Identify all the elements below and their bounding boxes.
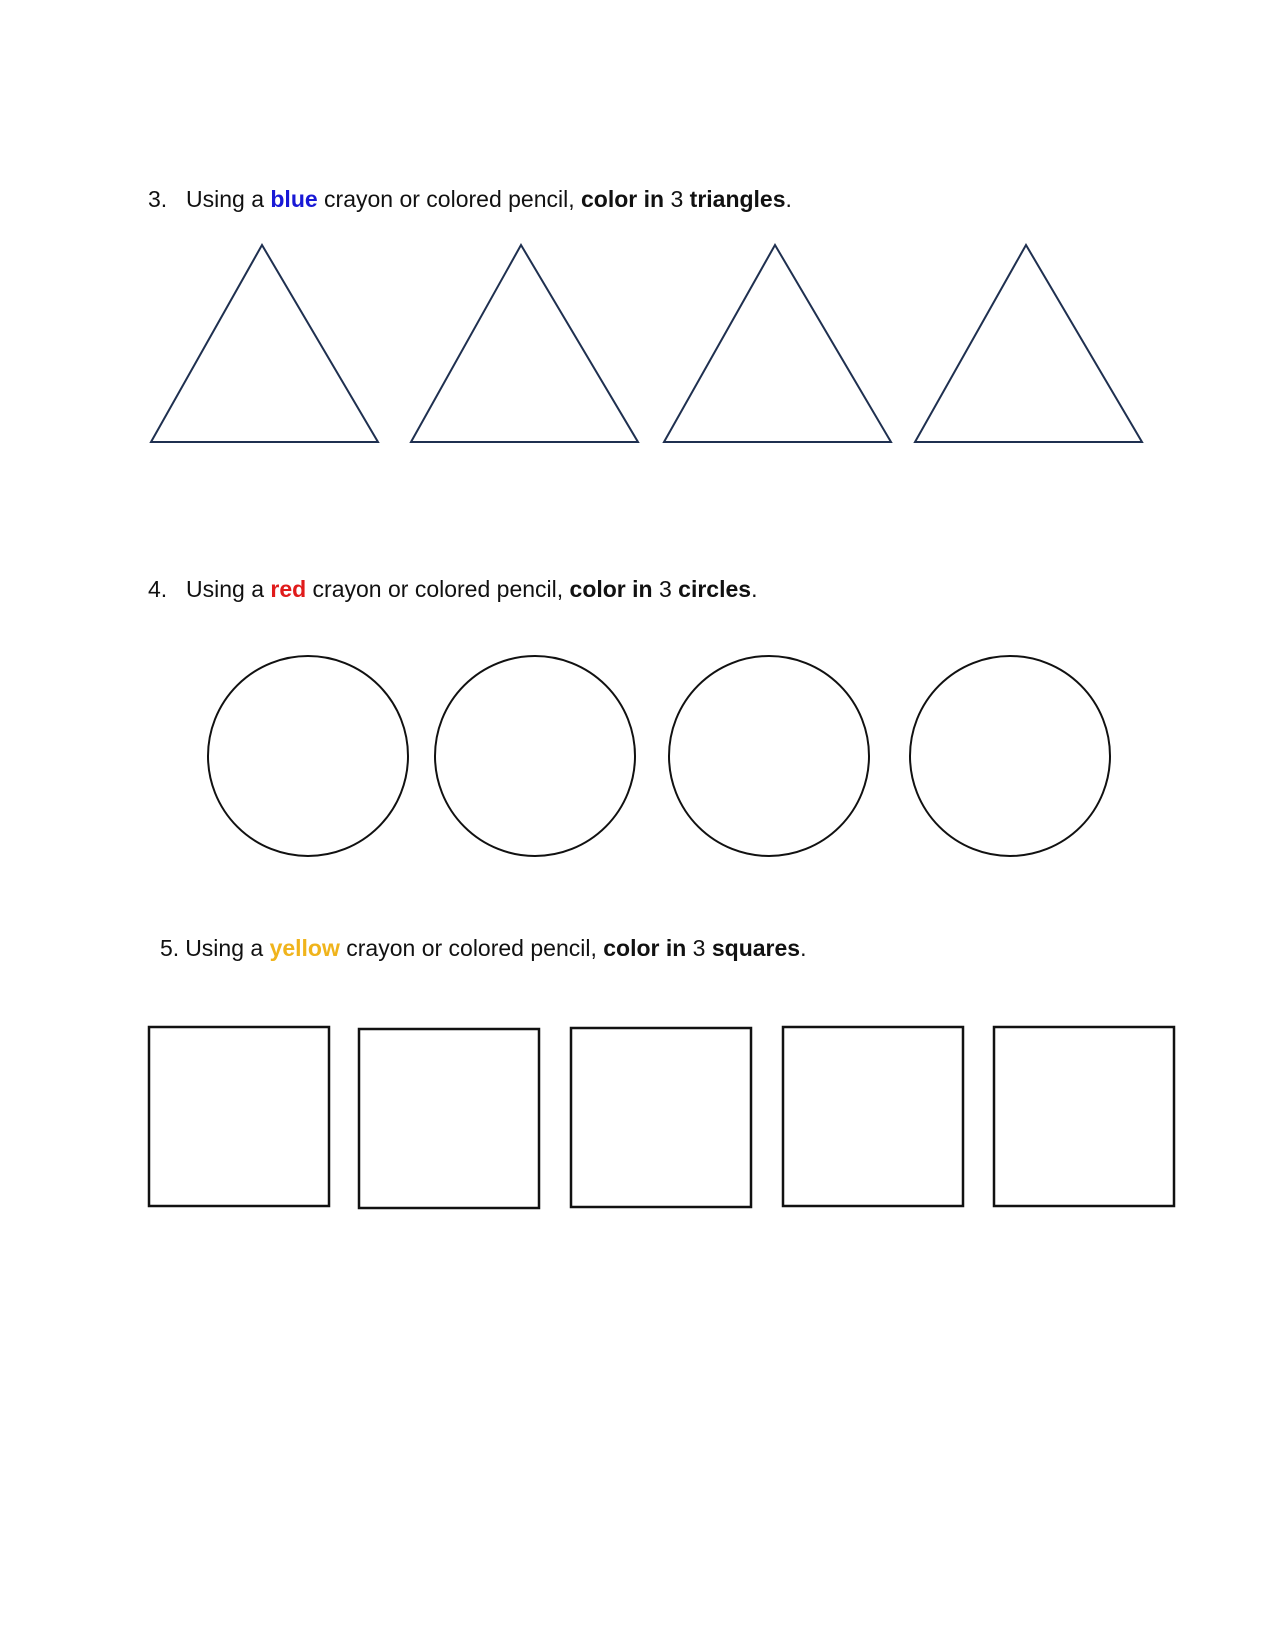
square-1[interactable] [149, 1027, 329, 1206]
instruction-shape-word: circles [678, 576, 752, 602]
circle-1[interactable] [208, 656, 408, 856]
instruction-suffix: . [800, 935, 807, 961]
question-4-instruction [148, 575, 757, 603]
instruction-shape-word: squares [711, 935, 801, 961]
question-3-instruction [148, 185, 792, 213]
instruction-suffix: . [751, 576, 758, 602]
triangle-2[interactable] [411, 245, 638, 442]
instruction-count: 3 [652, 576, 679, 602]
color-word-yellow: yellow [269, 935, 340, 961]
instruction-action: color in [603, 935, 687, 961]
color-word-blue: blue [270, 186, 318, 212]
instruction-middle: crayon or colored pencil, [339, 935, 604, 961]
circle-2[interactable] [435, 656, 635, 856]
question-number: 5. [160, 935, 180, 961]
question-number: 3. [148, 186, 168, 212]
instruction-prefix: Using a [185, 935, 270, 961]
instruction-count: 3 [664, 186, 690, 212]
square-5[interactable] [994, 1027, 1174, 1206]
instruction-shape-word: triangles [689, 186, 786, 212]
question-number: 4. [148, 576, 168, 602]
instruction-prefix: Using a [186, 186, 271, 212]
triangle-4[interactable] [915, 245, 1142, 442]
instruction-middle: crayon or colored pencil, [306, 576, 570, 602]
instruction-suffix: . [785, 186, 792, 212]
triangle-row [151, 245, 1142, 442]
color-word-red: red [270, 576, 307, 602]
circle-4[interactable] [910, 656, 1110, 856]
instruction-prefix: Using a [186, 576, 271, 602]
triangle-3[interactable] [664, 245, 891, 442]
circle-row [208, 656, 1110, 856]
square-2[interactable] [359, 1029, 539, 1208]
circle-3[interactable] [669, 656, 869, 856]
instruction-action: color in [581, 186, 665, 212]
square-3[interactable] [571, 1028, 751, 1207]
question-5-instruction [160, 934, 806, 962]
instruction-count: 3 [686, 935, 712, 961]
instruction-middle: crayon or colored pencil, [317, 186, 582, 212]
instruction-action: color in [569, 576, 653, 602]
triangle-1[interactable] [151, 245, 378, 442]
square-4[interactable] [783, 1027, 963, 1206]
square-row [149, 1027, 1174, 1208]
